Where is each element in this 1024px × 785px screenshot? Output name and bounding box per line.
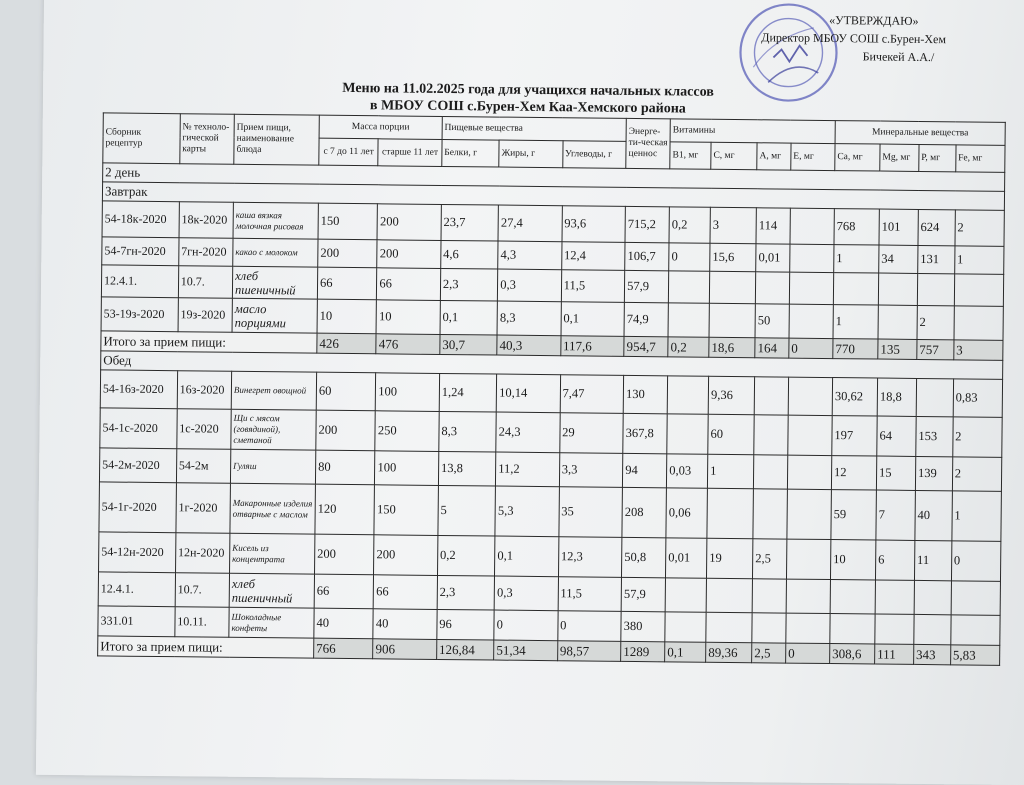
- cell: 10: [376, 300, 440, 335]
- cell: 19: [707, 538, 753, 578]
- cell-tech-card: 54-2м: [176, 449, 231, 484]
- cell-dish-name: Винегрет овощной: [231, 371, 316, 410]
- total-value: 126,84: [436, 639, 494, 660]
- cell-tech-card: 16з-2020: [177, 371, 232, 410]
- cell: 29: [559, 413, 623, 454]
- cell: 0,06: [666, 488, 707, 538]
- total-value: 757: [917, 339, 954, 359]
- total-value: 3: [954, 340, 1003, 361]
- cell: 66: [374, 575, 438, 610]
- cell: 60: [708, 414, 754, 454]
- cell: 131: [918, 245, 955, 273]
- approval-director: Директор МБОУ СОШ с.Бурен-Хем: [761, 30, 947, 47]
- cell-sbornik: 54-16з-2020: [100, 370, 177, 409]
- col-a: А, мг: [757, 143, 791, 170]
- col-sbornik: Сборник рецептур: [103, 113, 180, 164]
- cell: 120: [315, 484, 375, 535]
- cell: 10: [317, 299, 377, 334]
- cell: [754, 377, 788, 415]
- cell-dish-name: хлеб пшеничный: [229, 573, 314, 608]
- cell: 11: [914, 540, 951, 580]
- cell: [665, 612, 706, 642]
- cell: 40: [314, 608, 374, 639]
- cell: 1: [952, 491, 1002, 542]
- cell: [706, 612, 752, 642]
- cell: 8,3: [439, 411, 497, 452]
- cell: 15: [876, 456, 915, 490]
- total-value: 5,83: [950, 645, 999, 666]
- cell: [752, 579, 786, 613]
- cell: 50,8: [622, 537, 666, 577]
- cell: [951, 615, 1001, 646]
- cell: [788, 415, 832, 455]
- cell: 60: [316, 372, 376, 411]
- cell: 7,47: [560, 375, 624, 414]
- cell: 5: [438, 485, 496, 536]
- cell: [875, 580, 914, 614]
- menu-sheet: [36, 0, 1024, 785]
- cell: 15,6: [710, 243, 756, 271]
- cell: [754, 455, 788, 489]
- day-label: 2 день: [103, 163, 1005, 191]
- approval-signature-name: Бичекей А.А./: [862, 49, 935, 65]
- total-value: 18,6: [709, 337, 755, 357]
- col-vitamins: Витамины: [670, 119, 835, 144]
- cell: 66: [377, 268, 441, 301]
- cell: 2: [955, 210, 1005, 247]
- cell: 3,3: [559, 453, 623, 488]
- cell: 0: [669, 243, 710, 271]
- cell-tech-card: 19з-2020: [178, 298, 233, 333]
- total-value: 1289: [621, 641, 665, 661]
- cell: [951, 581, 1001, 616]
- cell: [787, 489, 832, 539]
- cell: [830, 580, 875, 614]
- total-value: 30,7: [440, 334, 498, 355]
- cell: 57,9: [621, 577, 665, 611]
- cell: 0,01: [756, 244, 790, 272]
- cell: 200: [374, 535, 438, 576]
- cell: 0: [557, 611, 621, 642]
- cell: [668, 303, 709, 337]
- cell: [667, 376, 708, 414]
- col-p: Р, мг: [919, 144, 956, 171]
- col-mg: Mg, мг: [880, 144, 919, 171]
- cell: [788, 377, 832, 415]
- cell: [833, 273, 878, 305]
- cell: 35: [559, 487, 623, 538]
- cell: [709, 303, 755, 337]
- cell: 200: [377, 240, 441, 269]
- cell: 200: [318, 239, 378, 268]
- cell: 1: [708, 454, 754, 488]
- total-value: 98,57: [557, 641, 621, 662]
- cell: 197: [832, 416, 877, 456]
- cell: 57,9: [624, 270, 668, 302]
- cell: 114: [756, 208, 790, 244]
- cell: [665, 578, 706, 612]
- cell: 100: [376, 373, 440, 412]
- cell: [707, 488, 754, 538]
- cell: 0,3: [494, 576, 558, 611]
- total-value: 426: [317, 333, 377, 354]
- cell-tech-card: 1с-2020: [177, 409, 232, 450]
- cell: 66: [317, 267, 377, 300]
- cell: 1: [954, 246, 1004, 275]
- cell-sbornik: 12.4.1.: [101, 265, 178, 298]
- col-mass-11plus: старше 11 лет: [378, 139, 442, 167]
- cell-dish-name: Щи с мясом (говядиной), сметаной: [231, 409, 316, 450]
- cell: [790, 208, 834, 244]
- col-carbs: Углеводы, г: [562, 141, 626, 169]
- cell: 2,3: [440, 268, 498, 301]
- cell-sbornik: 12.4.1.: [98, 572, 175, 607]
- total-value: 770: [833, 339, 878, 359]
- cell: 0,2: [669, 207, 710, 243]
- cell: [787, 455, 831, 489]
- col-b1: B1, мг: [670, 142, 711, 169]
- col-dish: Прием пищи, наименование блюда: [234, 114, 319, 165]
- total-value: 766: [314, 638, 374, 659]
- cell-sbornik: 54-18к-2020: [102, 201, 179, 238]
- cell: 12: [831, 456, 876, 490]
- col-mass-7-11: с 7 до 11 лет: [319, 138, 379, 166]
- cell: 200: [315, 534, 375, 575]
- total-value: 308,6: [830, 644, 875, 664]
- cell: 106,7: [625, 242, 669, 270]
- cell: 0,03: [667, 454, 708, 488]
- cell: [914, 580, 951, 614]
- cell: 2: [917, 305, 954, 339]
- col-fe: Fe, мг: [955, 145, 1005, 173]
- cell: [790, 244, 834, 272]
- cell: [754, 415, 788, 455]
- cell: 2: [952, 457, 1002, 492]
- cell: 96: [437, 609, 495, 640]
- cell: 10,14: [496, 374, 560, 413]
- cell-sbornik: 54-7гн-2020: [102, 237, 179, 266]
- cell: [669, 271, 710, 303]
- cell: 64: [877, 416, 916, 456]
- cell: 130: [623, 375, 667, 413]
- cell: [786, 579, 830, 613]
- cell-dish-name: хлеб пшеничный: [232, 266, 317, 299]
- col-minerals: Минеральные вещества: [835, 121, 1005, 146]
- cell: 1: [834, 245, 879, 273]
- cell: 94: [623, 453, 667, 487]
- cell: [954, 274, 1004, 307]
- cell: 40: [915, 490, 952, 540]
- cell: 153: [916, 416, 953, 456]
- cell-dish-name: каша вязкая молочная рисовая: [233, 202, 318, 239]
- cell: [916, 378, 953, 416]
- cell: 4,6: [441, 240, 499, 269]
- cell: [786, 539, 830, 579]
- col-fat: Жиры, г: [499, 140, 563, 168]
- total-label: Итого за прием пищи:: [101, 331, 317, 353]
- col-c: С, мг: [711, 142, 757, 169]
- cell: 12,3: [558, 537, 622, 578]
- cell: [786, 613, 830, 643]
- cell: [753, 489, 787, 539]
- cell-dish-name: Гуляш: [230, 449, 315, 484]
- cell: 0,1: [561, 302, 625, 337]
- cell: [752, 613, 786, 643]
- total-value: 0,2: [668, 337, 709, 357]
- cell: 5,3: [495, 486, 559, 537]
- cell: 200: [316, 410, 376, 451]
- cell: 0,2: [437, 535, 495, 576]
- cell: [709, 271, 755, 303]
- cell: 3: [710, 207, 756, 243]
- cell-tech-card: 10.7.: [175, 573, 230, 608]
- cell: 11,5: [558, 577, 622, 612]
- total-value: 111: [875, 644, 914, 664]
- cell: [878, 305, 917, 339]
- cell-sbornik: 331.01: [98, 606, 175, 637]
- col-mass: Масса порции: [319, 115, 442, 139]
- cell: 1,24: [439, 373, 497, 412]
- col-nutrients: Пищевые вещества: [442, 116, 626, 141]
- cell: 11,5: [561, 270, 625, 303]
- cell: 34: [879, 245, 918, 273]
- cell: 13,8: [438, 451, 496, 486]
- cell-tech-card: 10.7.: [178, 266, 233, 299]
- cell: 250: [375, 411, 439, 452]
- cell: 11,2: [496, 452, 560, 487]
- total-value: 0: [786, 643, 830, 663]
- cell: 101: [879, 209, 918, 245]
- cell: 24,3: [496, 412, 560, 453]
- cell: 150: [374, 485, 438, 536]
- cell: 10: [830, 540, 875, 580]
- cell: 4,3: [498, 241, 562, 270]
- cell-sbornik: 53-19з-2020: [101, 297, 178, 332]
- cell-tech-card: 7гн-2020: [179, 238, 234, 267]
- cell: 50: [755, 304, 789, 338]
- total-value: 906: [373, 639, 437, 660]
- col-protein: Белки, г: [442, 139, 500, 167]
- cell: 0,1: [495, 536, 559, 577]
- cell-dish-name: Кисель из концентрата: [230, 533, 315, 574]
- cell: 0,83: [953, 379, 1003, 418]
- total-value: 0: [789, 338, 833, 358]
- cell-sbornik: 54-2м-2020: [99, 448, 176, 483]
- col-e: Е, мг: [791, 143, 835, 170]
- menu-table: [97, 112, 1006, 665]
- cell: 18,8: [877, 378, 916, 416]
- total-value: 0,1: [665, 642, 706, 662]
- cell: 380: [621, 611, 665, 641]
- cell: 0,01: [666, 538, 707, 578]
- cell: 40: [373, 609, 437, 640]
- cell-tech-card: 1г-2020: [176, 483, 231, 534]
- cell: 2,3: [437, 575, 495, 610]
- total-value: 40,3: [497, 335, 561, 356]
- cell: [954, 306, 1004, 341]
- approval-block: [743, 10, 964, 66]
- cell: 768: [834, 209, 879, 245]
- total-value: 343: [913, 644, 950, 664]
- cell-dish-name: Шоколадные конфеты: [229, 607, 314, 638]
- menu-title: [293, 79, 763, 118]
- menu-title-line2: в МБОУ СОШ с.Бурен-Хем Каа-Хемского района: [369, 98, 686, 117]
- cell: [667, 414, 708, 454]
- col-ca: Са, мг: [835, 144, 880, 171]
- cell-sbornik: 54-1г-2020: [99, 482, 176, 533]
- total-value: 2,5: [752, 643, 786, 663]
- cell-tech-card: 18к-2020: [179, 202, 234, 239]
- cell: [789, 272, 833, 304]
- total-value: 164: [755, 338, 789, 358]
- cell: 23,7: [441, 204, 499, 241]
- cell: [917, 273, 954, 305]
- cell-tech-card: 10.11.: [175, 607, 230, 638]
- cell: 715,2: [625, 206, 669, 242]
- total-value: 89,36: [706, 642, 752, 662]
- total-value: 476: [376, 334, 440, 355]
- cell-sbornik: 54-1с-2020: [100, 408, 177, 449]
- cell: 80: [315, 450, 375, 485]
- cell: 6: [875, 540, 914, 580]
- cell: 7: [876, 490, 915, 540]
- cell: 624: [918, 209, 955, 245]
- col-tech-card: № техноло-гической карты: [180, 114, 235, 165]
- cell: 150: [318, 203, 378, 240]
- cell: 100: [375, 451, 439, 486]
- section-lunch: Обед: [101, 351, 1003, 379]
- cell: 2: [953, 417, 1003, 458]
- cell: 2,5: [753, 539, 787, 579]
- cell: [789, 304, 833, 338]
- cell: 139: [915, 456, 952, 490]
- cell: [706, 578, 752, 612]
- cell: 367,8: [623, 413, 667, 453]
- cell: 200: [377, 204, 441, 241]
- cell: 0: [494, 610, 558, 641]
- cell: 27,4: [498, 205, 562, 242]
- cell-tech-card: 12н-2020: [175, 533, 230, 574]
- cell: 8,3: [497, 301, 561, 336]
- cell: 59: [831, 490, 877, 540]
- cell: 208: [622, 487, 667, 537]
- total-label: Итого за прием пищи:: [98, 636, 314, 658]
- cell-dish-name: какао с молоком: [233, 238, 318, 267]
- col-energy: Энерге-ти-ческая ценнос: [626, 118, 671, 168]
- cell-sbornik: 54-12н-2020: [99, 532, 176, 573]
- section-breakfast: Завтрак: [102, 182, 1004, 210]
- cell: 12,4: [561, 242, 625, 271]
- cell-dish-name: Макаронные изделия отварные с маслом: [230, 483, 315, 534]
- cell: 0,1: [440, 300, 498, 335]
- cell: 0,3: [498, 269, 562, 302]
- total-value: 135: [878, 339, 917, 359]
- cell: [830, 614, 875, 644]
- cell: [756, 272, 790, 304]
- total-value: 51,34: [494, 640, 558, 661]
- cell: 66: [314, 574, 374, 609]
- cell: 0: [951, 541, 1001, 582]
- total-value: 954,7: [624, 336, 668, 356]
- cell: 93,6: [562, 206, 626, 243]
- cell: 1: [833, 305, 878, 339]
- cell: 74,9: [624, 302, 668, 336]
- total-value: 117,6: [560, 336, 624, 357]
- cell: [914, 614, 951, 644]
- cell: 30,62: [832, 378, 877, 416]
- cell: [878, 273, 917, 305]
- menu-title-line1: Меню на 11.02.2025 года для учащихся начальных классов: [342, 80, 714, 100]
- cell-dish-name: масло порциями: [232, 298, 317, 333]
- approval-heading: «УТВЕРЖДАЮ»: [829, 13, 919, 28]
- cell: 9,36: [708, 376, 754, 414]
- cell: [875, 614, 914, 644]
